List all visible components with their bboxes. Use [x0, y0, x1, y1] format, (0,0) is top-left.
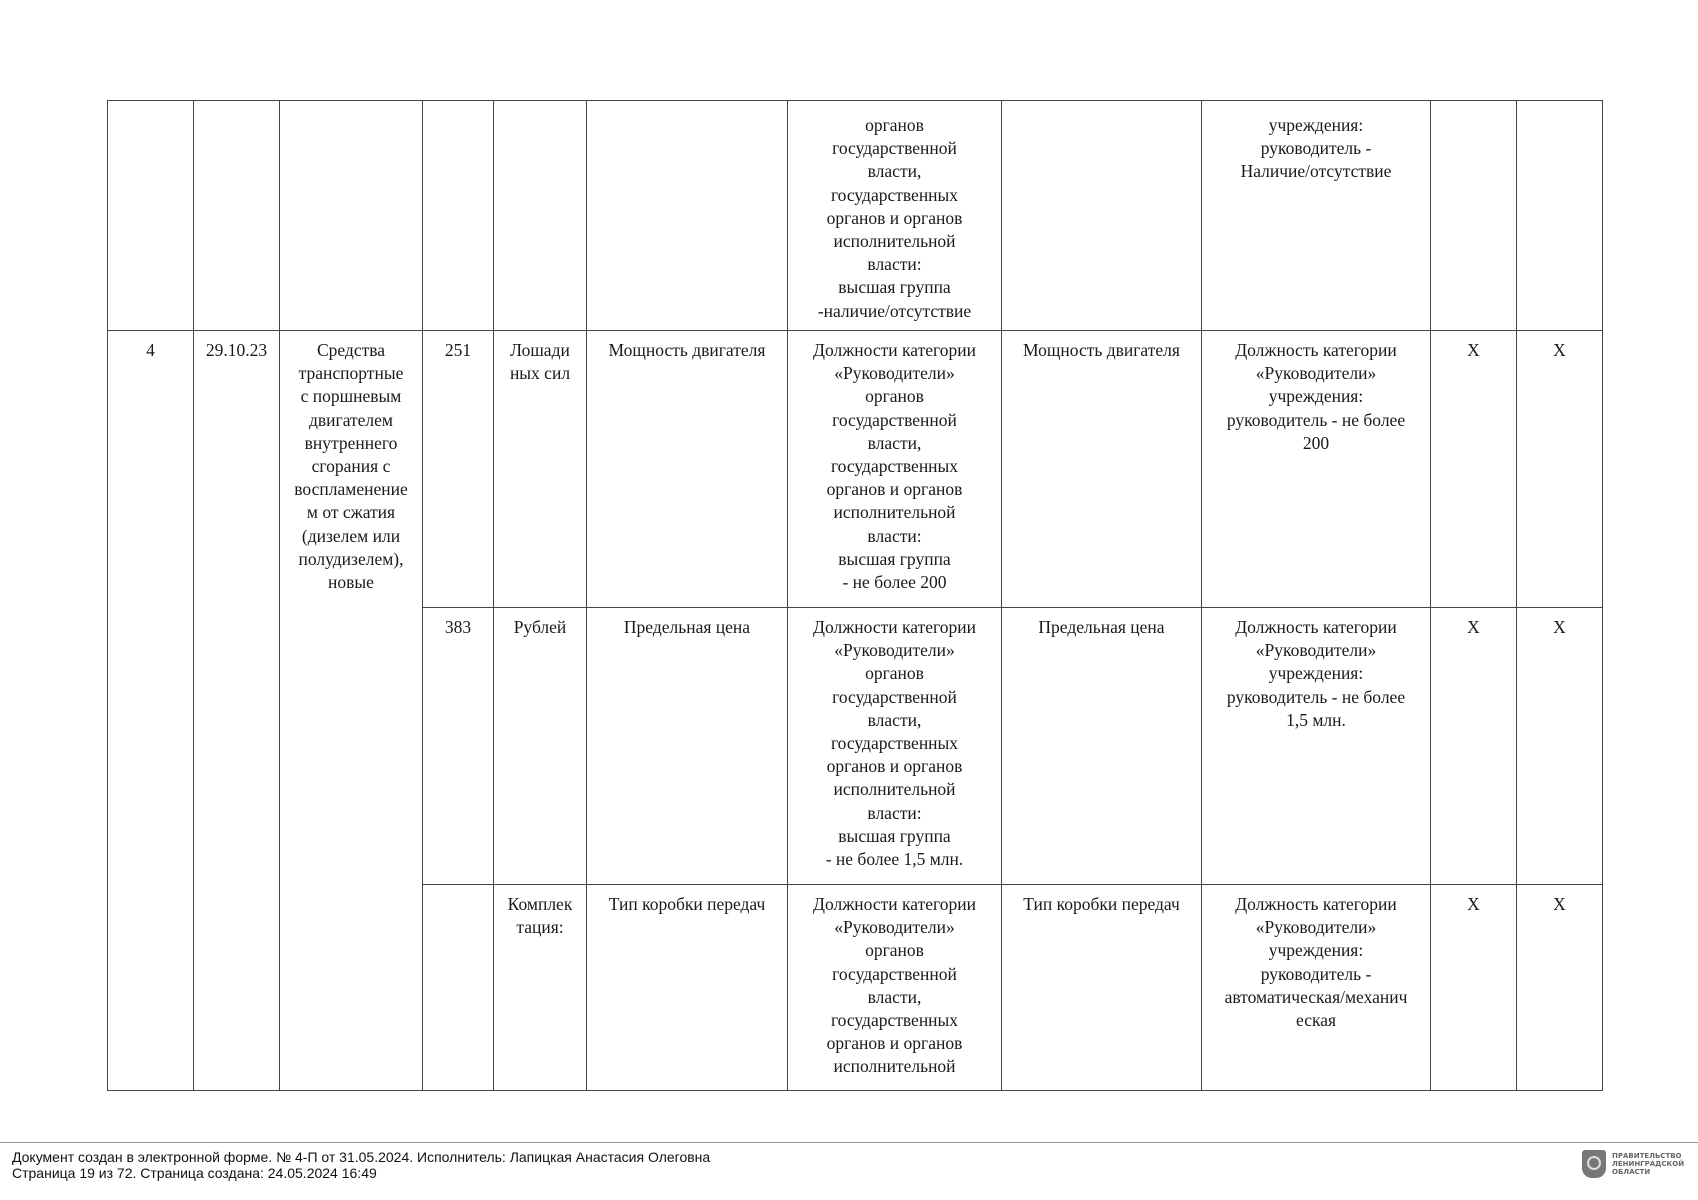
code-cell [423, 885, 494, 1091]
logo-text: ПРАВИТЕЛЬСТВО ЛЕНИНГРАДСКОЙ ОБЛАСТИ [1612, 1152, 1685, 1176]
institution-value-cell: Должность категории «Руководители» учреждения: руководитель - не более 200 [1202, 331, 1431, 608]
characteristic-cell: Мощность двигателя [1002, 331, 1202, 608]
unit-cell: Комплек тация: [494, 885, 587, 1091]
characteristic-cell: Тип коробки передач [1002, 885, 1202, 1091]
x-mark: X [1431, 885, 1517, 1091]
row-number: 4 [108, 331, 194, 1091]
cell-institution-value-cont: учреждения: руководитель - Наличие/отсутствие [1202, 101, 1431, 331]
footer-divider [0, 1142, 1698, 1143]
unit-cell: Лошади ных сил [494, 331, 587, 608]
official-value-cell: Должности категории «Руководители» органов государственной власти, государственных органов и органов исполнительной власти: высшая группа - не более 200 [788, 331, 1002, 608]
continuation-row [108, 101, 1603, 331]
row-product-name: Средства транспортные с поршневым двигателем внутреннего сгорания с воспламенение м от сжатия (дизелем или полудизелем), новые [280, 331, 423, 1091]
government-logo [1582, 1150, 1686, 1178]
characteristic-cell: Предельная цена [1002, 608, 1202, 885]
cell-official-value-cont: органов государственной власти, государственных органов и органов исполнительной власти: высшая группа -наличие/отсутствие [788, 101, 1002, 331]
cell-empty [1517, 101, 1603, 331]
characteristic-cell: Предельная цена [587, 608, 788, 885]
document-footer [12, 1149, 710, 1181]
characteristic-cell: Тип коробки передач [587, 885, 788, 1091]
code-cell: 251 [423, 331, 494, 608]
institution-value-cell: Должность категории «Руководители» учреждения: руководитель - автоматическая/механич еская [1202, 885, 1431, 1091]
cell-empty [494, 101, 587, 331]
x-mark: X [1517, 331, 1603, 608]
coat-of-arms-icon [1582, 1150, 1606, 1178]
code-cell: 383 [423, 608, 494, 885]
cell-empty [423, 101, 494, 331]
footer-document-info: Документ создан в электронной форме. № 4-П от 31.05.2024. Исполнитель: Лапицкая Анастасия Олеговна [12, 1149, 711, 1165]
institution-value-cell: Должность категории «Руководители» учреждения: руководитель - не более 1,5 млн. [1202, 608, 1431, 885]
requirements-table [107, 100, 1603, 1091]
x-mark: X [1517, 885, 1603, 1091]
cell-empty [280, 101, 423, 331]
characteristic-cell: Мощность двигателя [587, 331, 788, 608]
footer-page-info: Страница 19 из 72. Страница создана: 24.05.2024 16:49 [12, 1165, 377, 1181]
official-value-cell: Должности категории «Руководители» органов государственной власти, государственных органов и органов исполнительной власти: высшая группа - не более 1,5 млн. [788, 608, 1002, 885]
cell-empty [194, 101, 280, 331]
cell-empty [587, 101, 788, 331]
row-date: 29.10.23 [194, 331, 280, 1091]
cell-empty [1431, 101, 1517, 331]
x-mark: X [1431, 608, 1517, 885]
cell-empty [108, 101, 194, 331]
x-mark: X [1431, 331, 1517, 608]
x-mark: X [1517, 608, 1603, 885]
cell-empty [1002, 101, 1202, 331]
unit-cell: Рублей [494, 608, 587, 885]
table-row [108, 331, 1603, 608]
official-value-cell: Должности категории «Руководители» органов государственной власти, государственных органов и органов исполнительной [788, 885, 1002, 1091]
